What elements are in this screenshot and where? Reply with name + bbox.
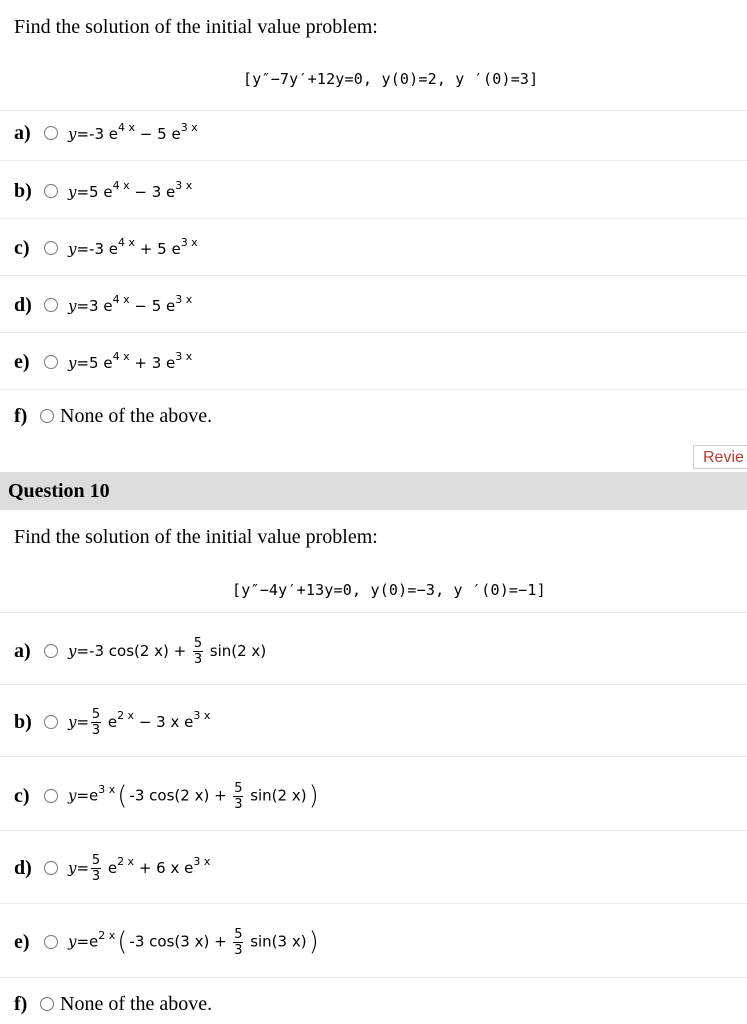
ivp-equation: [y″−7y′+12y=0, y(0)=2, y ′(0)=3] bbox=[243, 70, 539, 88]
option-label: c) bbox=[14, 236, 30, 259]
option-formula: y=-3 cos(2 x) + $\frac{5}{3}$ sin(2 x) bbox=[68, 635, 267, 667]
option-c[interactable] bbox=[14, 781, 321, 811]
option-f[interactable] bbox=[14, 989, 212, 1019]
option-e[interactable] bbox=[14, 347, 192, 377]
radio-button[interactable] bbox=[44, 298, 58, 312]
option-label: b) bbox=[14, 179, 32, 202]
option-text: None of the above. bbox=[60, 992, 213, 1015]
option-label: e) bbox=[14, 930, 30, 953]
option-b[interactable] bbox=[14, 707, 210, 737]
option-d[interactable] bbox=[14, 290, 192, 320]
radio-button[interactable] bbox=[44, 644, 58, 658]
radio-button[interactable] bbox=[44, 355, 58, 369]
question-prompt: Find the solution of the initial value problem: bbox=[14, 16, 378, 38]
radio-button[interactable] bbox=[44, 126, 58, 140]
radio-button[interactable] bbox=[44, 861, 58, 875]
option-label: b) bbox=[14, 710, 32, 733]
option-formula: $y=e^{2 x}$( -3 cos(3 x) + $\frac{5}{3}$ sin(3 x)) bbox=[68, 926, 319, 958]
option-label: e) bbox=[14, 350, 30, 373]
option-label: a) bbox=[14, 121, 31, 144]
option-formula: y=5 $e^{4 x} + 3$ $e^{3 x}$ bbox=[68, 350, 193, 372]
option-c[interactable] bbox=[14, 233, 198, 263]
option-label: c) bbox=[14, 784, 30, 807]
radio-button[interactable] bbox=[44, 241, 58, 255]
radio-button[interactable] bbox=[40, 997, 54, 1011]
option-label: a) bbox=[14, 639, 31, 662]
radio-button[interactable] bbox=[40, 409, 54, 423]
option-formula: y= $\frac{5}{3}$ $e^{2 x} - 3$ x $e^{3 x}$ bbox=[68, 706, 211, 738]
option-formula: $y=e^{3 x}$( -3 cos(2 x) + $\frac{5}{3}$ sin(2 x)) bbox=[68, 780, 319, 812]
option-label: f) bbox=[14, 404, 28, 427]
radio-button[interactable] bbox=[44, 789, 58, 803]
option-formula: y= $\frac{5}{3}$ $e^{2 x} + 6$ x $e^{3 x}$ bbox=[68, 852, 211, 884]
option-formula: y=5 $e^{4 x} - 3$ $e^{3 x}$ bbox=[68, 179, 193, 201]
option-b[interactable] bbox=[14, 176, 192, 206]
radio-button[interactable] bbox=[44, 184, 58, 198]
option-a[interactable] bbox=[14, 636, 266, 666]
ivp-equation: [y″−4y′+13y=0, y(0)=−3, y ′(0)=−1] bbox=[232, 581, 546, 599]
option-text: None of the above. bbox=[60, 404, 213, 427]
option-label: d) bbox=[14, 856, 32, 879]
option-label: f) bbox=[14, 992, 28, 1015]
option-e[interactable] bbox=[14, 927, 321, 957]
option-f[interactable] bbox=[14, 401, 212, 431]
option-formula: y=-3 $e^{4 x} + 5$ $e^{3 x}$ bbox=[68, 236, 198, 258]
review-button[interactable]: Revie bbox=[693, 445, 747, 469]
option-d[interactable] bbox=[14, 853, 210, 883]
option-a[interactable] bbox=[14, 118, 198, 148]
question-prompt: Find the solution of the initial value problem: bbox=[14, 526, 378, 548]
question-title: Question 10 bbox=[8, 480, 110, 502]
option-label: d) bbox=[14, 293, 32, 316]
radio-button[interactable] bbox=[44, 715, 58, 729]
option-formula: y=-3 $e^{4 x} - 5$ $e^{3 x}$ bbox=[68, 121, 198, 143]
question-header bbox=[0, 472, 747, 510]
option-formula: y=3 $e^{4 x} - 5$ $e^{3 x}$ bbox=[68, 293, 193, 315]
radio-button[interactable] bbox=[44, 935, 58, 949]
